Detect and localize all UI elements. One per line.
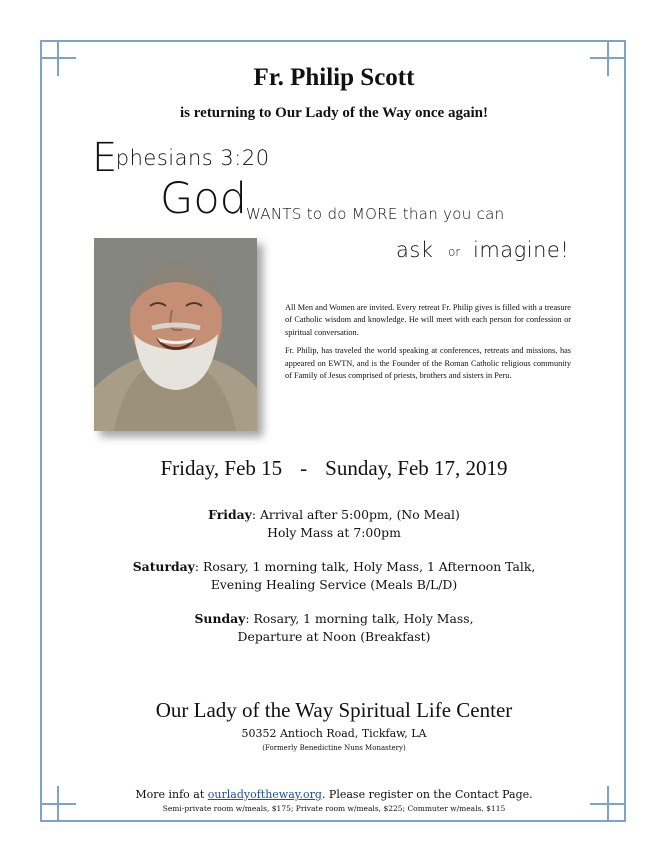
schedule-saturday (0, 558, 668, 594)
pricing: Semi-private room w/meals, $175; Private room w/meals, $225; Commuter w/meals, $115 (162, 804, 506, 813)
verse-or: or (448, 245, 461, 259)
description-paragraph: All Men and Women are invited. Every retreat Fr. Philip gives is filled with a treasure of Catholic wisdom and knowledge. He will meet with each person for confession or spiritual conversation. (285, 303, 571, 337)
schedule-line: Departure at Noon (Breakfast) (237, 629, 431, 644)
website-link[interactable]: ourladyoftheway.org (207, 788, 322, 801)
schedule-line: : Arrival after 5:00pm, (No Meal) (251, 507, 460, 522)
more-info-suffix: . Please register on the Contact Page. (321, 788, 533, 801)
verse-reference-rest: phesians 3:20 (115, 146, 270, 170)
description (285, 302, 571, 388)
verse-imagine: imagine! (473, 238, 570, 262)
schedule-line: Holy Mass at 7:00pm (267, 525, 401, 540)
start-date: Friday, Feb 15 (160, 456, 283, 480)
page-subtitle: is returning to Our Lady of the Way once again! (180, 105, 488, 121)
date-separator: - (300, 456, 308, 480)
verse-ask: ask (396, 238, 434, 262)
schedule-line: : Rosary, 1 morning talk, Holy Mass, 1 Afternoon Talk, (194, 559, 536, 574)
more-info (0, 788, 668, 801)
schedule-line: : Rosary, 1 morning talk, Holy Mass, (245, 611, 474, 626)
venue-address: 50352 Antioch Road, Tickfaw, LA (241, 727, 427, 740)
schedule-day: Friday (208, 507, 252, 522)
venue-name: Our Lady of the Way Spiritual Life Center (155, 698, 513, 722)
end-date: Sunday, Feb 17, 2019 (325, 456, 508, 480)
more-info-prefix: More info at (135, 788, 208, 801)
venue-formerly: (Formerly Benedictine Nuns Monastery) (262, 744, 406, 752)
verse-wants: WANTS to do MORE than you can (246, 205, 505, 223)
verse-reference-initial: E (92, 135, 118, 181)
schedule-sunday (0, 610, 668, 646)
portrait-photo (94, 238, 257, 431)
schedule-line: Evening Healing Service (Meals B/L/D) (210, 577, 458, 592)
event-dates (0, 456, 668, 481)
verse-god: God (160, 174, 247, 224)
page-title: Fr. Philip Scott (253, 64, 415, 91)
schedule-friday (0, 506, 668, 542)
description-paragraph: Fr. Philip, has traveled the world speaking at conferences, retreats and missions, has appeared on EWTN, and is the Founder of the Roman Catholic religious community of Family of Jesus comprised of priests, brothers and sisters in Peru. (285, 346, 571, 381)
verse-reference (92, 135, 270, 181)
schedule-day: Sunday (194, 611, 246, 626)
schedule-day: Saturday (132, 559, 195, 574)
